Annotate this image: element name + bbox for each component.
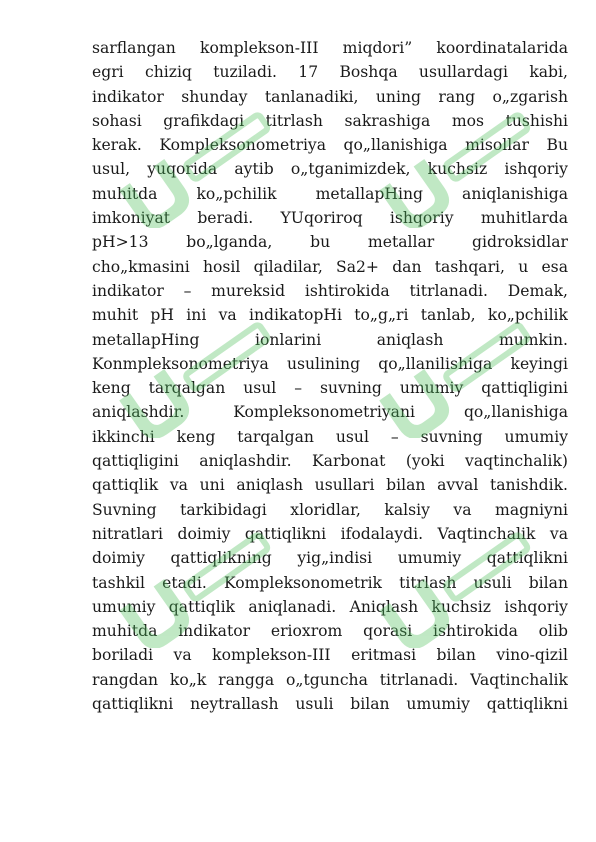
text-line: sohasi grafikdagi titrlash sakrashiga mos tushishi xyxy=(92,111,568,130)
text-line: ikkinchi keng tarqalgan usul – suvning umumiy xyxy=(92,427,568,446)
body-text xyxy=(92,36,568,716)
text-line: pH>13 bo„lganda, bu metallar gidroksidlar xyxy=(92,233,568,252)
text-line: keng tarqalgan usul – suvning umumiy qattiqligini xyxy=(92,379,568,398)
text-line: boriladi va komplekson-III eritmasi bilan vino-qizil xyxy=(92,646,568,665)
text-line: indikator – mureksid ishtirokida titrlanadi. Demak, xyxy=(92,281,568,300)
text-line: muhitda ko„pchilik metallapHing aniqlanishiga xyxy=(92,184,568,203)
text-line: egri chiziq tuziladi. 17 Boshqa usullardagi kabi, xyxy=(92,63,568,82)
text-line: umumiy qattiqlik aniqlanadi. Aniqlash kuchsiz ishqoriy xyxy=(92,597,568,616)
text-line: doimiy qattiqlikning yig„indisi umumiy qattiqlikni xyxy=(92,549,568,568)
text-line: muhit pH ini va indikatopHi to„g„ri tanlab, ko„pchilik xyxy=(92,306,568,325)
text-line: qattiqlikni neytrallash usuli bilan umumiy qattiqlikni xyxy=(92,695,568,714)
text-line: imkoniyat beradi. YUqoriroq ishqoriy muhitlarda xyxy=(92,209,568,228)
text-line: Konmpleksonometriya usulining qo„llanilishiga keyingi xyxy=(92,354,568,373)
text-line: Suvning tarkibidagi xloridlar, kalsiy va magniyni xyxy=(92,500,568,519)
text-line: qattiqligini aniqlashdir. Karbonat (yoki vaqtinchalik) xyxy=(92,452,568,471)
text-line: usul, yuqorida aytib o„tganimizdek, kuchsiz ishqoriy xyxy=(92,160,568,179)
text-line: muhitda indikator erioxrom qorasi ishtirokida olib xyxy=(92,622,568,641)
text-line: cho„kmasini hosil qiladilar, Sa2+ dan tashqari, u esa xyxy=(92,257,568,276)
text-line: qattiqlik va uni aniqlash usullari bilan avval tanishdik. xyxy=(92,476,568,495)
text-line: sarflangan komplekson-III miqdori” koordinatalarida xyxy=(92,39,568,57)
text-line: tashkil etadi. Kompleksonometrik titrlash usuli bilan xyxy=(92,573,568,592)
text-line: metallapHing ionlarini aniqlash mumkin. xyxy=(92,330,568,349)
text-line: nitratlari doimiy qattiqlikni ifodalaydi. Vaqtinchalik va xyxy=(92,524,568,543)
text-line: indikator shunday tanlanadiki, uning rang o„zgarish xyxy=(92,87,568,106)
text-line: aniqlashdir. Kompleksonometriyani qo„llanishiga xyxy=(92,403,568,422)
text-line: kerak. Kompleksonometriya qo„llanishiga misollar Bu xyxy=(92,136,568,155)
text-line: rangdan ko„k rangga o„tguncha titrlanadi. Vaqtinchalik xyxy=(92,670,568,689)
